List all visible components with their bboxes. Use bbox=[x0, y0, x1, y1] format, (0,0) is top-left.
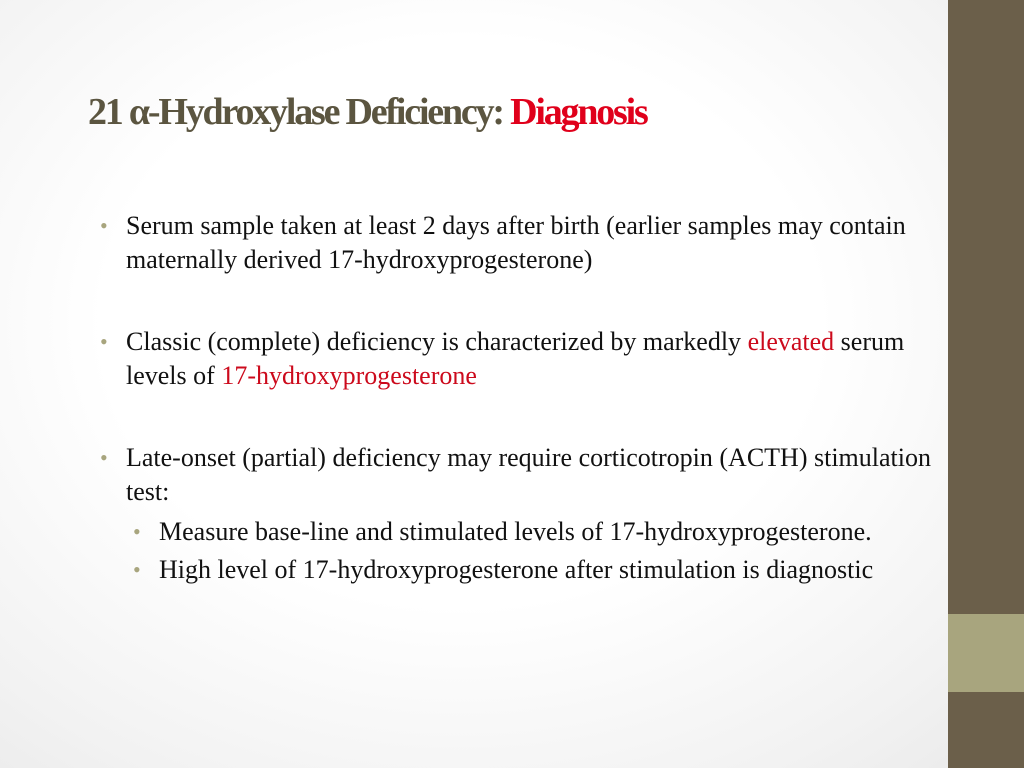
bullet-text: Late-onset (partial) deficiency may require corticotropin (ACTH) stimulation test: bbox=[126, 443, 931, 506]
bullet-item-classic-deficiency bbox=[100, 325, 950, 393]
sub-bullet-text: Measure base-line and stimulated levels of 17-hydroxyprogesterone. bbox=[159, 517, 872, 546]
side-decoration-bar bbox=[948, 0, 1024, 768]
sub-bullet-high-level bbox=[133, 553, 950, 587]
bullet-icon: • bbox=[100, 329, 108, 354]
highlight-17-ohp: 17-hydroxyprogesterone bbox=[221, 361, 477, 390]
sub-bullet-icon: • bbox=[133, 519, 141, 544]
bullet-icon: • bbox=[100, 213, 108, 238]
title-main: -Hydroxylase Deficiency: bbox=[147, 91, 511, 133]
bullet-list bbox=[100, 209, 950, 587]
sub-bullet-baseline bbox=[133, 515, 950, 549]
alpha-symbol: α bbox=[128, 91, 148, 133]
bullet-text-cont: serum levels of bbox=[126, 327, 905, 390]
bullet-item-late-onset bbox=[100, 441, 950, 509]
bullet-text: Serum sample taken at least 2 days after birth (earlier samples may contain maternally derived 17-hydroxyprogesterone) bbox=[126, 211, 906, 274]
bullet-text: Classic (complete) deficiency is characterized by markedly bbox=[126, 327, 748, 356]
bullet-icon: • bbox=[100, 445, 108, 470]
title-highlight: Diagnosis bbox=[510, 91, 647, 133]
sub-bullet-icon: • bbox=[133, 557, 141, 582]
slide-title bbox=[88, 88, 647, 136]
bullet-item-serum-sample bbox=[100, 209, 950, 277]
side-accent-block bbox=[948, 614, 1024, 692]
title-prefix: 21 bbox=[88, 91, 129, 133]
highlight-elevated: elevated bbox=[747, 327, 835, 356]
sub-bullet-text: High level of 17-hydroxyprogesterone after stimulation is diagnostic bbox=[159, 555, 874, 584]
